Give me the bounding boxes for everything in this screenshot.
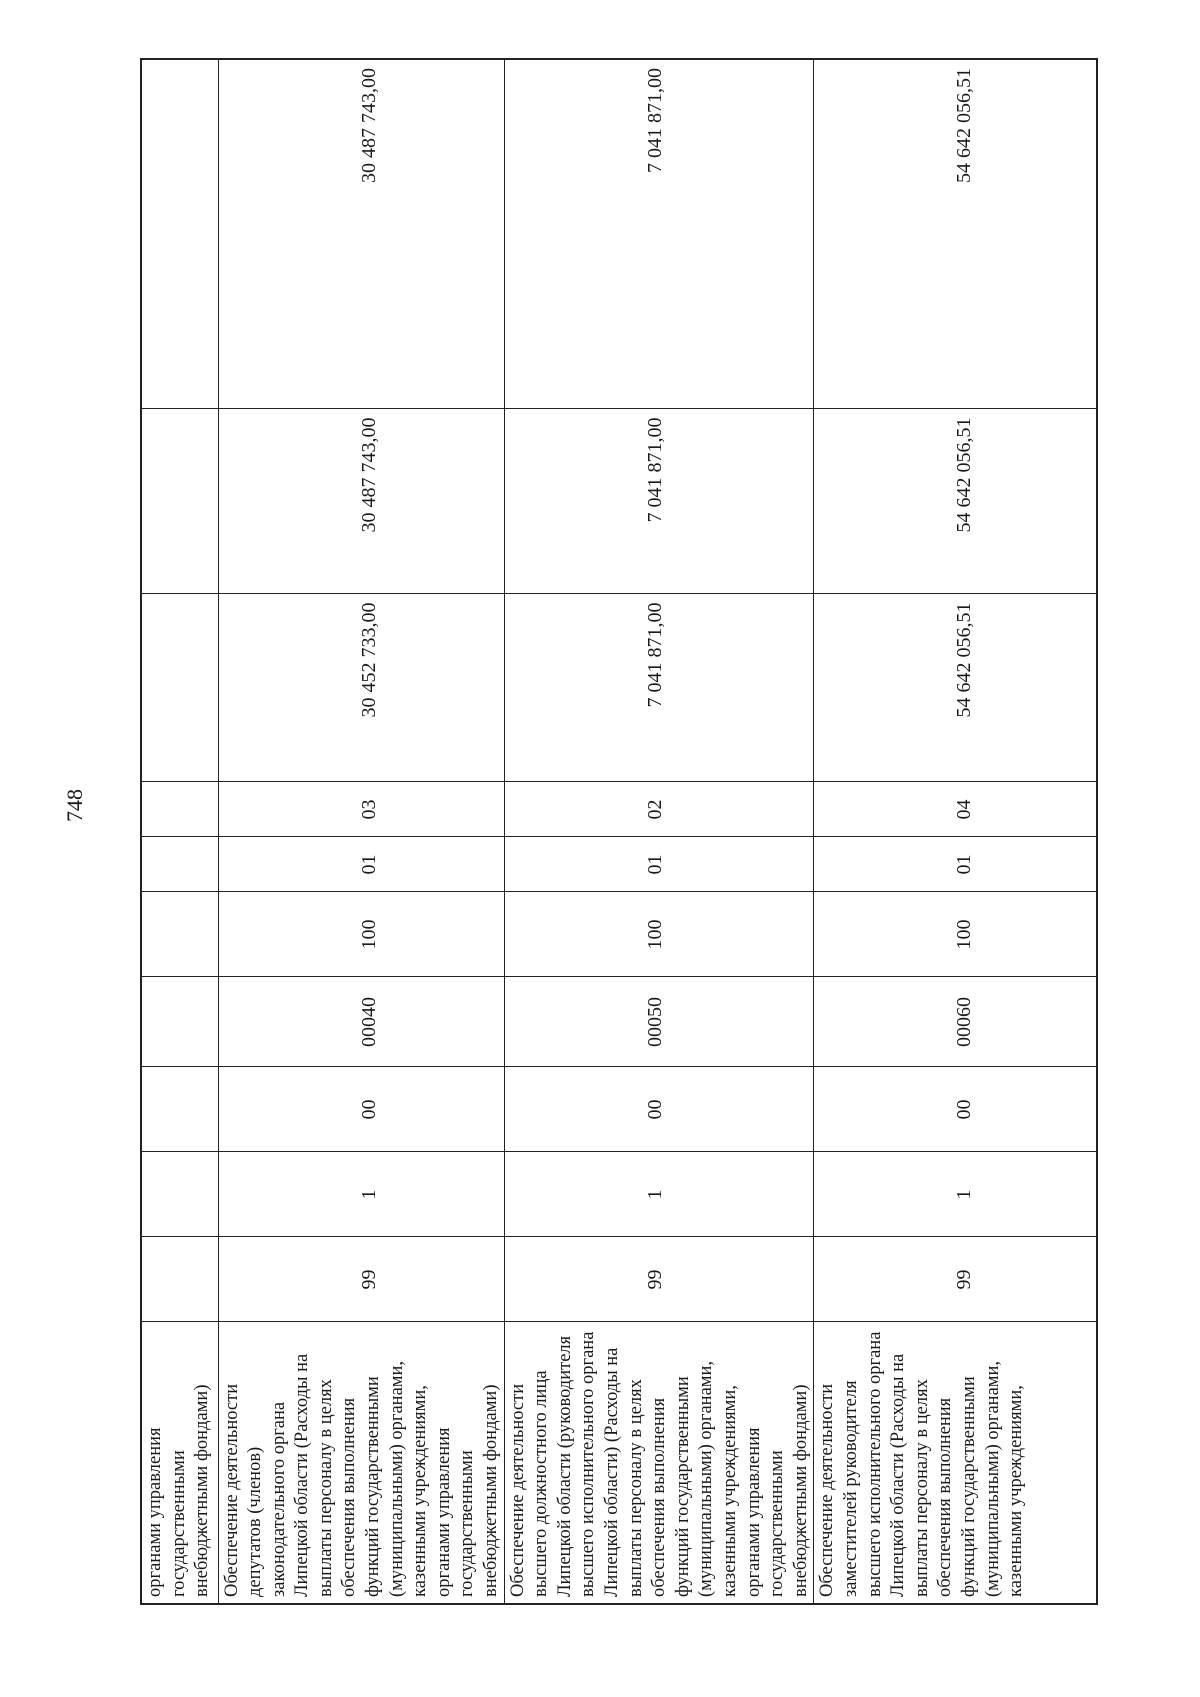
description-line: функций государственными bbox=[363, 1376, 384, 1597]
table-row bbox=[218, 59, 504, 1604]
description-line: Липецкой области) (Расходы на bbox=[602, 1347, 622, 1597]
description-line: органами управления bbox=[433, 1427, 454, 1597]
amount-cell: 54 642 056,51 bbox=[814, 59, 1097, 409]
amount-cell: 30 487 743,00 bbox=[218, 59, 504, 409]
description-line: депутатов (членов) bbox=[245, 1446, 266, 1597]
amount-cell: 54 642 056,51 bbox=[814, 409, 1097, 594]
description-line: внебюджетными фондами) bbox=[790, 1384, 811, 1597]
code-cell: 02 bbox=[504, 782, 814, 837]
code-cell bbox=[141, 837, 218, 892]
description-line: Обеспечение деятельности bbox=[221, 1383, 242, 1597]
amount-cell: 7 041 871,00 bbox=[504, 409, 814, 594]
row-description bbox=[814, 1322, 1097, 1604]
code-cell bbox=[141, 1067, 218, 1152]
description-line: законодательного органа bbox=[268, 1401, 289, 1597]
code-cell: 00 bbox=[218, 1067, 504, 1152]
description-line: выплаты персоналу в целях bbox=[625, 1379, 646, 1597]
budget-table bbox=[140, 58, 1098, 1605]
code-cell: 04 bbox=[814, 782, 1097, 837]
table-row bbox=[141, 59, 218, 1604]
code-cell: 01 bbox=[504, 837, 814, 892]
amount-cell: 30 452 733,00 bbox=[218, 594, 504, 782]
code-cell: 01 bbox=[218, 837, 504, 892]
description-line: казенными учреждениями, bbox=[1006, 1385, 1027, 1597]
code-cell: 1 bbox=[218, 1152, 504, 1237]
code-cell: 00050 bbox=[504, 977, 814, 1067]
amount-cell: 7 041 871,00 bbox=[504, 594, 814, 782]
description-line: (муниципальными) органами, bbox=[386, 1360, 407, 1597]
table-row bbox=[504, 59, 814, 1604]
amount-cell: 30 487 743,00 bbox=[218, 409, 504, 594]
code-cell: 99 bbox=[814, 1237, 1097, 1322]
code-cell bbox=[141, 977, 218, 1067]
amount-cell bbox=[141, 59, 218, 409]
page-number: 748 bbox=[62, 789, 87, 822]
code-cell: 00 bbox=[814, 1067, 1097, 1152]
code-cell: 00060 bbox=[814, 977, 1097, 1067]
amount-cell: 54 642 056,51 bbox=[814, 594, 1097, 782]
code-cell: 1 bbox=[504, 1152, 814, 1237]
description-line: казенными учреждениями, bbox=[410, 1385, 431, 1597]
description-line: внебюджетными фондами) bbox=[192, 1384, 213, 1597]
description-line: высшего исполнительного органа bbox=[864, 1331, 885, 1597]
description-line: обеспечения выполнения bbox=[339, 1397, 360, 1597]
amount-cell bbox=[141, 409, 218, 594]
row-description bbox=[141, 1322, 218, 1604]
code-cell: 01 bbox=[814, 837, 1097, 892]
code-cell: 00040 bbox=[218, 977, 504, 1067]
description-line: Липецкой области (Расходы на bbox=[888, 1353, 909, 1597]
description-line: органами управления bbox=[743, 1427, 764, 1597]
code-cell: 03 bbox=[218, 782, 504, 837]
description-line: Обеспечение деятельности bbox=[817, 1383, 838, 1597]
description-line: функций государственными bbox=[958, 1376, 979, 1597]
description-line: (муниципальными) органами, bbox=[696, 1360, 717, 1597]
code-cell: 100 bbox=[814, 892, 1097, 977]
table-row bbox=[814, 59, 1097, 1604]
description-line: выплаты персоналу в целях bbox=[911, 1379, 932, 1597]
description-line: обеспечения выполнения bbox=[935, 1397, 956, 1597]
code-cell bbox=[141, 1152, 218, 1237]
amount-cell: 7 041 871,00 bbox=[504, 59, 814, 409]
code-cell: 100 bbox=[218, 892, 504, 977]
code-cell: 99 bbox=[504, 1237, 814, 1322]
description-line: заместителей руководителя bbox=[840, 1380, 861, 1597]
description-line: внебюджетными фондами) bbox=[481, 1384, 502, 1597]
code-cell: 99 bbox=[218, 1237, 504, 1322]
code-cell: 1 bbox=[814, 1152, 1097, 1237]
description-line: казенными учреждениями, bbox=[719, 1385, 740, 1597]
amount-cell bbox=[141, 594, 218, 782]
description-line: высшего должностного лица bbox=[531, 1370, 552, 1597]
code-cell: 00 bbox=[504, 1067, 814, 1152]
description-line: высшего исполнительного органа bbox=[578, 1331, 599, 1597]
code-cell: 100 bbox=[504, 892, 814, 977]
row-description bbox=[504, 1322, 814, 1604]
code-cell bbox=[141, 782, 218, 837]
description-line: выплаты персоналу в целях bbox=[315, 1379, 336, 1597]
code-cell bbox=[141, 892, 218, 977]
description-line: функций государственными bbox=[672, 1376, 693, 1597]
code-cell bbox=[141, 1237, 218, 1322]
description-line: (муниципальными) органами, bbox=[982, 1360, 1003, 1597]
description-line: обеспечения выполнения bbox=[649, 1397, 670, 1597]
description-line: государственными bbox=[168, 1450, 189, 1597]
rotated-table-container bbox=[140, 60, 1093, 1605]
description-line: Липецкой области (Расходы на bbox=[292, 1353, 313, 1597]
description-line: Липецкой области (руководителя bbox=[554, 1335, 575, 1597]
row-description bbox=[218, 1322, 504, 1604]
description-line: органами управления bbox=[145, 1427, 165, 1597]
description-line: Обеспечение деятельности bbox=[507, 1383, 528, 1597]
description-line: государственными bbox=[767, 1450, 788, 1597]
description-line: государственными bbox=[457, 1450, 478, 1597]
